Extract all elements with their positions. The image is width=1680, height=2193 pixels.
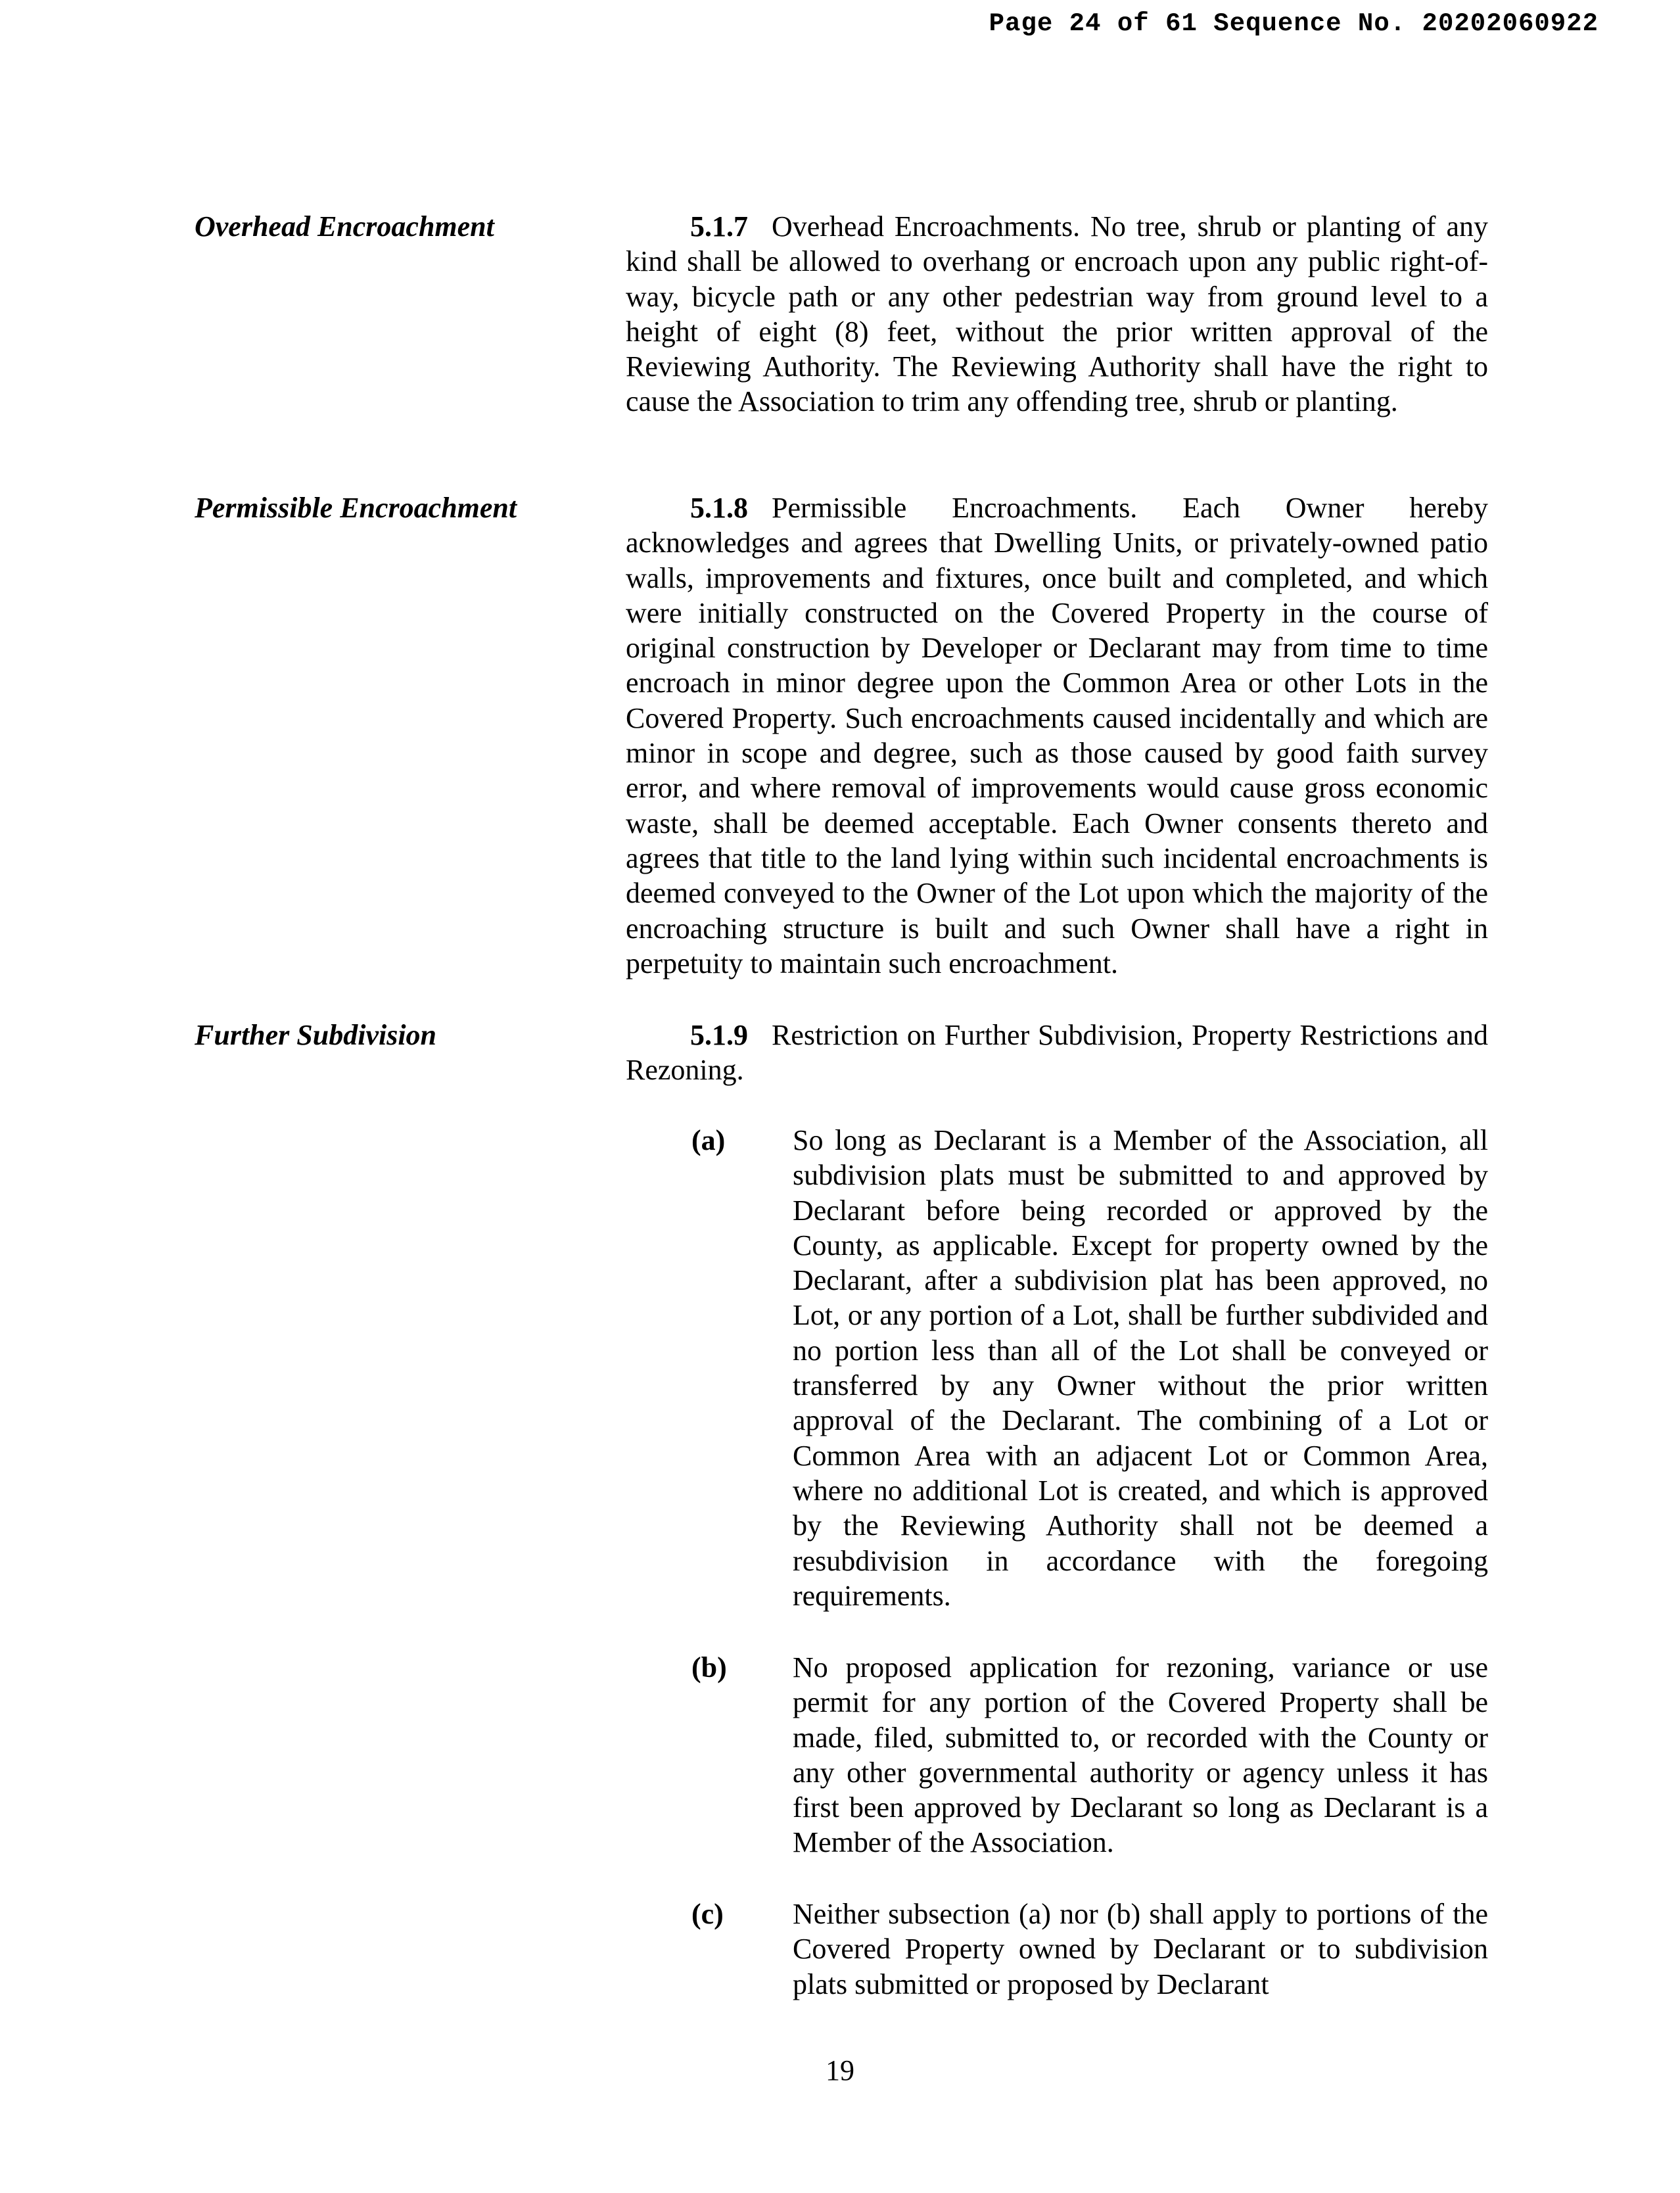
subsection-text: No proposed application for rezoning, variance or use permit for any portion of the Covered Property shall be made, filed, submitted to, or recorded with the County or any other governmental authority or agency unless it has first been approved by Declarant so long as Declarant is a Member of the Association. [793,1651,1488,1859]
section-text: Overhead Encroachments. No tree, shrub or planting of any kind shall be allowed to overhang or encroach upon any public right-of-way, bicycle path or any other pedestrian way from ground level to a height of eight (8) feet, without the prior written approval of the Reviewing Authority. The Reviewing Authority shall have the right to cause the Association to trim any offending tree, shrub or planting. [626,210,1488,418]
margin-heading-further-subdivision: Further Subdivision [195,1019,437,1051]
section-5-1-8 [626,490,1488,981]
subsection-text: Neither subsection (a) nor (b) shall apply to portions of the Covered Property owned by Declarant or to subdivision plats submitted or proposed by Declarant [793,1898,1488,2000]
section-5-1-7 [626,209,1488,419]
subsection-label: (a) [691,1124,726,1156]
margin-heading-permissible-encroachment: Permissible Encroachment [195,492,517,524]
section-number: 5.1.8 [690,492,748,524]
subsection-b [691,1650,1488,1860]
section-text: Permissible Encroachments. Each Owner hereby acknowledges and agrees that Dwelling Units, or privately-owned patio walls, improvements and fixtures, once built and completed, and which were initially constructed on the Covered Property in the course of original construction by Developer or Declarant may from time to time encroach in minor degree upon the Common Area or other Lots in the Covered Property. Such encroachments caused incidentally and which are minor in scope and degree, such as those caused by good faith survey error, and where removal of improvements would cause gross economic waste, shall be deemed acceptable. Each Owner consents thereto and agrees that title to the land lying within such incidental encroachments is deemed conveyed to the Owner of the Lot upon which the majority of the encroaching structure is built and such Owner shall have a right in perpetuity to maintain such encroachment. [626,492,1488,979]
subsection-label: (c) [691,1898,724,1930]
page-number: 19 [826,2054,854,2087]
subsection-text: So long as Declarant is a Member of the Association, all subdivision plats must be submitted to and approved by Declarant before being recorded or approved by the County, as applicable. Except for property owned by the Declarant, after a subdivision plat has been approved, no Lot, or any portion of a Lot, shall be further subdivided and no portion less than all of the Lot shall be conveyed or transferred by any Owner without the prior written approval of the Declarant. The combining of a Lot or Common Area with an adjacent Lot or Common Area, where no additional Lot is created, and which is approved by the Reviewing Authority shall not be deemed a resubdivision in accordance with the foregoing requirements. [793,1124,1488,1612]
margin-heading-overhead-encroachment: Overhead Encroachment [195,210,494,243]
section-number: 5.1.9 [690,1019,748,1051]
section-text: Restriction on Further Subdivision, Property Restrictions and Rezoning. [626,1019,1488,1087]
section-number: 5.1.7 [690,210,748,243]
page-sequence-header: Page 24 of 61 Sequence No. 20202060922 [989,9,1598,38]
section-5-1-9 [626,1018,1488,1088]
subsection-a [691,1123,1488,1613]
subsection-label: (b) [691,1651,727,1684]
subsection-c [691,1897,1488,2002]
